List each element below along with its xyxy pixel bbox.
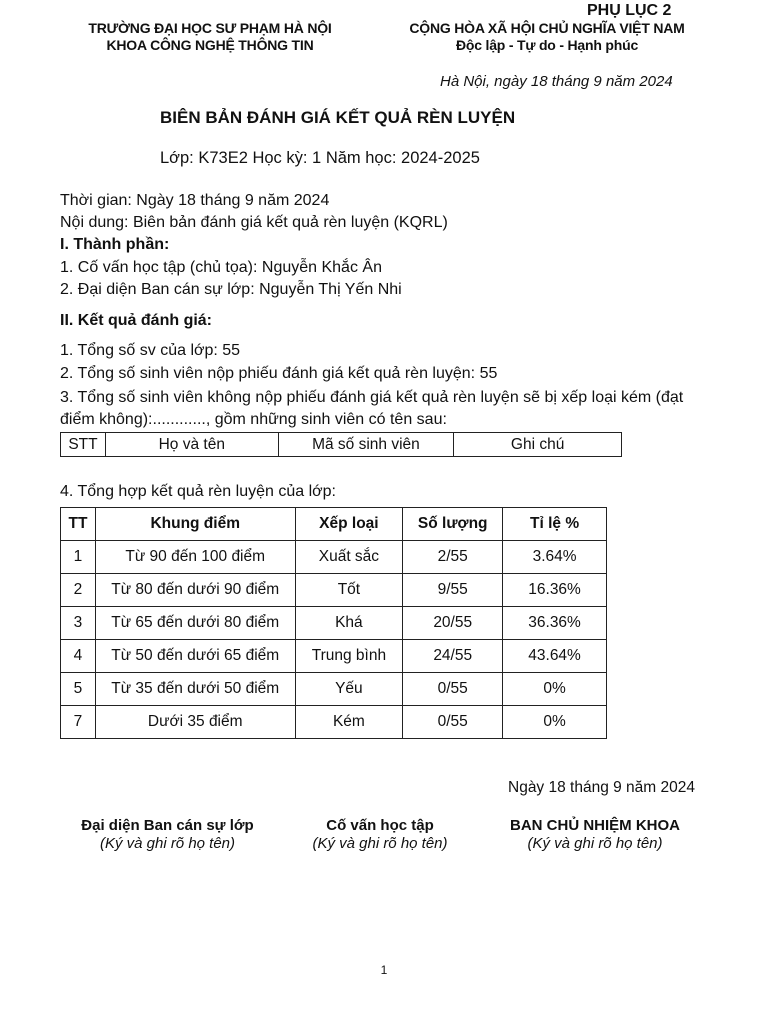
cell-tt: 2 — [61, 574, 96, 607]
cell-rank: Trung bình — [295, 640, 403, 673]
document-title: BIÊN BẢN ĐÁNH GIÁ KẾT QUẢ RÈN LUYỆN — [160, 108, 516, 127]
cell-percentage: 0% — [503, 706, 607, 739]
header-tt: TT — [61, 508, 96, 541]
meeting-content: Nội dung: Biên bản đánh giá kết quả rèn luyện (KQRL) — [60, 214, 448, 231]
cell-score-range: Từ 80 đến dưới 90 điểm — [95, 574, 295, 607]
cell-rank: Xuất sắc — [295, 541, 403, 574]
cell-score-range: Từ 35 đến dưới 50 điểm — [95, 673, 295, 706]
signature-class-rep-note: (Ký và ghi rõ họ tên) — [99, 835, 236, 852]
table-row — [61, 640, 607, 673]
university-name: TRƯỜNG ĐẠI HỌC SƯ PHẠM HÀ NỘI — [88, 20, 332, 36]
table-row — [61, 574, 607, 607]
cell-rank: Yếu — [295, 673, 403, 706]
cell-count: 20/55 — [403, 607, 503, 640]
section-2-item-4: 4. Tổng hợp kết quả rèn luyện của lớp: — [60, 483, 336, 500]
section-2-heading: II. Kết quả đánh giá: — [60, 312, 213, 329]
cell-percentage: 16.36% — [503, 574, 607, 607]
section-2-item-3-line-2: điểm không):............, gồm những sinh viên có tên sau: — [60, 411, 447, 428]
cell-percentage: 0% — [503, 673, 607, 706]
cell-score-range: Từ 90 đến 100 điểm — [95, 541, 295, 574]
cell-tt: 1 — [61, 541, 96, 574]
section-1-item-2: 2. Đại diện Ban cán sự lớp: Nguyễn Thị Yến Nhi — [60, 281, 402, 298]
faculty-name: KHOA CÔNG NGHỆ THÔNG TIN — [106, 37, 314, 53]
signature-faculty-board-note: (Ký và ghi rõ họ tên) — [527, 835, 663, 852]
appendix-label: PHỤ LỤC 2 — [587, 2, 672, 19]
section-2-item-3-line-1: 3. Tổng số sinh viên không nộp phiếu đánh giá kết quả rèn luyện sẽ bị xếp loại kém (đạt — [60, 389, 684, 406]
cell-count: 9/55 — [403, 574, 503, 607]
table-row — [61, 673, 607, 706]
section-1-item-1: 1. Cố vấn học tập (chủ tọa): Nguyễn Khắc Ân — [60, 259, 382, 276]
cell-score-range: Từ 50 đến dưới 65 điểm — [95, 640, 295, 673]
signature-advisor-title: Cố vấn học tập — [326, 817, 434, 834]
section-2-item-1: 1. Tổng số sv của lớp: 55 — [60, 342, 241, 359]
header-stt: STT — [61, 433, 106, 457]
meeting-time: Thời gian: Ngày 18 tháng 9 năm 2024 — [60, 192, 330, 209]
cell-percentage: 36.36% — [503, 607, 607, 640]
header-note: Ghi chú — [454, 433, 622, 457]
header-full-name: Họ và tên — [105, 433, 278, 457]
class-info: Lớp: K73E2 Học kỳ: 1 Năm học: 2024-2025 — [160, 149, 480, 167]
header-score-range: Khung điểm — [95, 508, 295, 541]
absent-table-header-row — [61, 433, 622, 457]
cell-score-range: Dưới 35 điểm — [95, 706, 295, 739]
cell-count: 0/55 — [403, 673, 503, 706]
cell-rank: Kém — [295, 706, 403, 739]
cell-rank: Khá — [295, 607, 403, 640]
footer-date: Ngày 18 tháng 9 năm 2024 — [508, 779, 695, 796]
cell-tt: 5 — [61, 673, 96, 706]
signature-advisor-note: (Ký và ghi rõ họ tên) — [312, 835, 448, 852]
page-number: 1 — [380, 963, 388, 977]
section-2-item-2: 2. Tổng số sinh viên nộp phiếu đánh giá kết quả rèn luyện: 55 — [60, 365, 498, 382]
cell-count: 0/55 — [403, 706, 503, 739]
signature-class-rep-title: Đại diện Ban cán sự lớp — [81, 817, 254, 834]
national-title: CỘNG HÒA XÃ HỘI CHỦ NGHĨA VIỆT NAM — [409, 20, 685, 36]
cell-percentage: 3.64% — [503, 541, 607, 574]
cell-rank: Tốt — [295, 574, 403, 607]
table-row — [61, 541, 607, 574]
national-motto: Độc lập - Tự do - Hạnh phúc — [455, 37, 639, 53]
cell-count: 24/55 — [403, 640, 503, 673]
header-count: Số lượng — [403, 508, 503, 541]
cell-tt: 7 — [61, 706, 96, 739]
place-date: Hà Nội, ngày 18 tháng 9 năm 2024 — [440, 73, 673, 90]
header-rank: Xếp loại — [295, 508, 403, 541]
results-table — [60, 507, 607, 739]
cell-tt: 4 — [61, 640, 96, 673]
cell-count: 2/55 — [403, 541, 503, 574]
section-1-heading: I. Thành phần: — [60, 236, 170, 253]
cell-percentage: 43.64% — [503, 640, 607, 673]
header-student-id: Mã số sinh viên — [278, 433, 454, 457]
table-row — [61, 706, 607, 739]
cell-tt: 3 — [61, 607, 96, 640]
signature-faculty-board-title: BAN CHỦ NHIỆM KHOA — [510, 817, 680, 834]
absent-students-table — [60, 432, 622, 457]
header-percentage: Tỉ lệ % — [503, 508, 607, 541]
results-table-header-row — [61, 508, 607, 541]
table-row — [61, 607, 607, 640]
cell-score-range: Từ 65 đến dưới 80 điểm — [95, 607, 295, 640]
